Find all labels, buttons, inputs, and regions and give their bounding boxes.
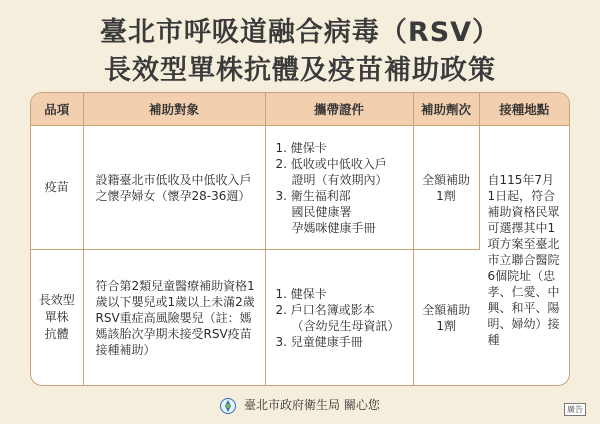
taipei-health-logo-icon [220,397,236,415]
ad-badge: 廣告 [564,403,586,416]
dose-amount: 全額補助 [422,302,471,317]
doc-subline: 國民健康署 [291,204,352,219]
cell-item [31,126,83,250]
cell-documents [265,126,413,250]
doc-subline: （含幼兒生母資訊） [291,318,400,333]
cell-dose [413,250,479,386]
page-title-line1: 臺北市呼吸道融合病毒（RSV） [99,17,501,48]
subsidy-table [30,92,570,386]
page-title-line2: 長效型單株抗體及疫苗補助政策 [104,55,496,86]
cell-location: 自115年7月1日起，符合補助資格民眾可選擇其中1項方案至臺北市立聯合醫院6個院址（忠孝、仁愛、中興、和平、陽明、婦幼）接種 [487,173,560,347]
doc-line: 1. 健保卡 [275,140,327,155]
header-dose: 補助劑次 [413,93,479,126]
table-row-vaccine [31,126,569,250]
item-label: 抗體 [44,327,69,341]
header-documents: 攜帶證件 [265,93,413,126]
cell-target: 設籍臺北市低收及中低收入戶之懷孕婦女（懷孕28-36週） [83,126,265,250]
doc-subline: 證明（有效期內） [291,172,388,187]
doc-line: 1. 健保卡 [275,286,327,301]
cell-dose [413,126,479,250]
cell-documents [265,250,413,386]
cell-target: 符合第2類兒童醫療補助資格1歲以下嬰兒或1歲以上未滿2歲RSV重症高風險嬰兒（註：媽媽該胎次孕期未接受RSV疫苗接種補助） [83,250,265,386]
doc-line: 3. 衛生福利部 [275,188,351,203]
item-label: 疫苗 [44,180,69,194]
header-target: 補助對象 [83,93,265,126]
dose-amount: 全額補助 [421,172,470,187]
item-label: 長效型 [38,293,75,307]
doc-line: 2. 戶口名簿或影本 [275,302,375,317]
table-header-row [31,93,569,126]
dose-count: 1劑 [436,318,457,333]
header-item: 品項 [31,93,83,126]
header-location: 接種地點 [479,93,569,126]
footer [0,396,600,415]
cell-item [31,250,83,386]
footer-org-text: 臺北市政府衛生局 關心您 [244,398,380,412]
doc-line: 3. 兒童健康手冊 [275,334,363,349]
doc-subline: 孕媽咪健康手冊 [291,220,376,235]
doc-line: 2. 低收或中低收入戶 [275,156,387,171]
dose-count: 1劑 [436,188,456,203]
item-label: 單株 [44,310,69,324]
